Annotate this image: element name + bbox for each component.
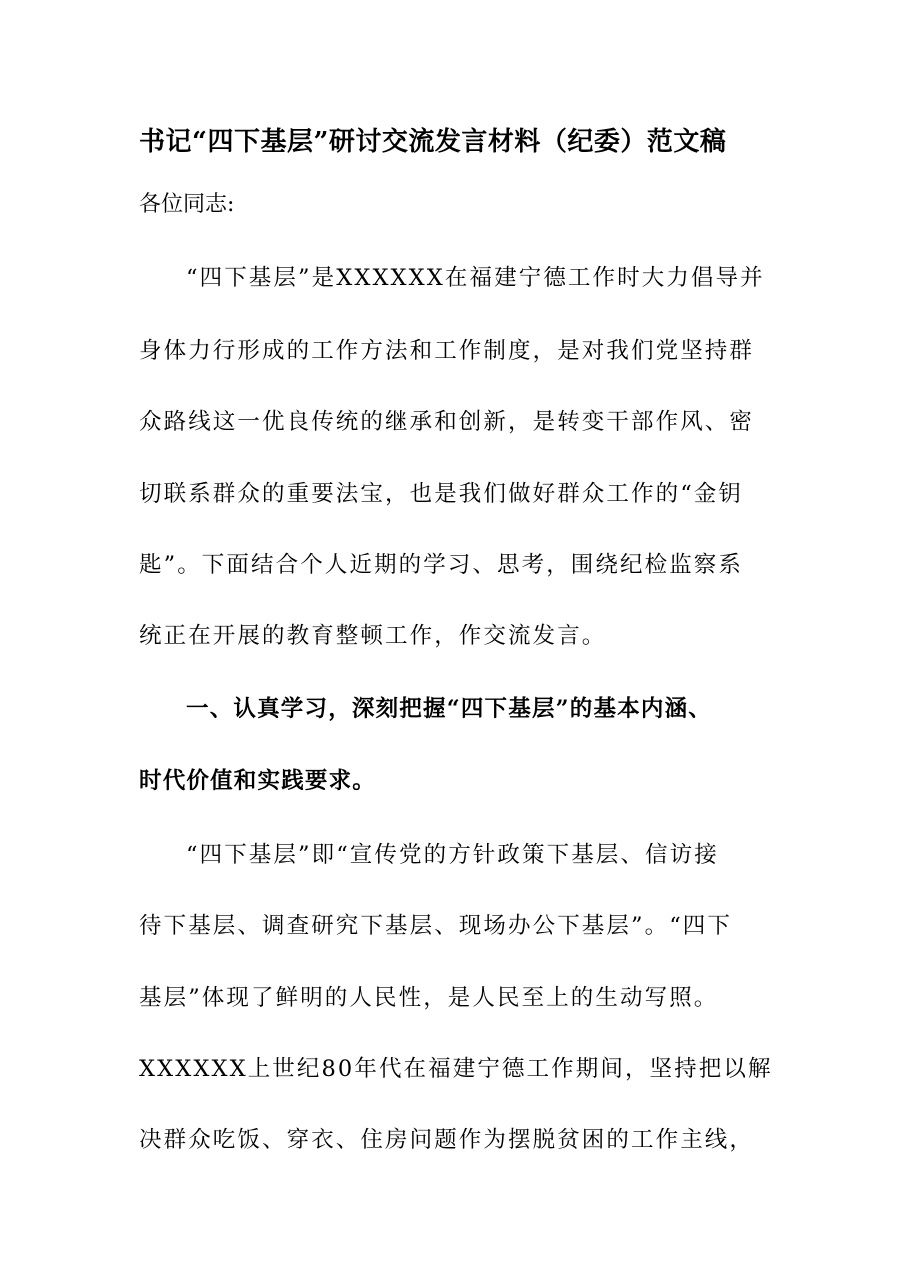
paragraph-2-line-3: 基层”体现了鲜明的人民性，是人民至上的生动写照。 bbox=[139, 985, 719, 1011]
salutation: 各位同志: bbox=[139, 192, 235, 217]
paragraph-1-line-3: 众路线这一优良传统的继承和创新，是转变干部作风、密 bbox=[139, 409, 755, 435]
paragraph-2-line-2: 待下基层、调查研究下基层、现场办公下基层”。“四下 bbox=[139, 913, 733, 939]
paragraph-1-line-4: 切联系群众的重要法宝，也是我们做好群众工作的“金钥 bbox=[139, 481, 744, 507]
paragraph-2-line-4: XXXXXX上世纪80年代在福建宁德工作期间，坚持把以解 bbox=[139, 1056, 773, 1082]
paragraph-2-line-1: “四下基层”即“宣传党的方针政策下基层、信访接 bbox=[186, 842, 719, 868]
section-heading-line-1: 一、认真学习，深刻把握“四下基层”的基本内涵、 bbox=[186, 696, 712, 722]
paragraph-2-line-5: 决群众吃饭、穿衣、住房问题作为摆脱贫困的工作主线， bbox=[139, 1127, 755, 1153]
section-heading-line-2: 时代价值和实践要求。 bbox=[139, 768, 377, 794]
paragraph-1-line-2: 身体力行形成的工作方法和工作制度，是对我们党坚持群 bbox=[139, 338, 755, 364]
document-title: 书记“四下基层”研讨交流发言材料（纪委）范文稿 bbox=[139, 127, 727, 157]
paragraph-1-line-6: 统正在开展的教育整顿工作，作交流发言。 bbox=[139, 623, 607, 649]
paragraph-1-line-5: 匙”。下面结合个人近期的学习、思考，围绕纪检监察系 bbox=[139, 552, 744, 578]
paragraph-1-line-1: “四下基层”是XXXXXX在福建宁德工作时大力倡导并 bbox=[186, 265, 765, 291]
